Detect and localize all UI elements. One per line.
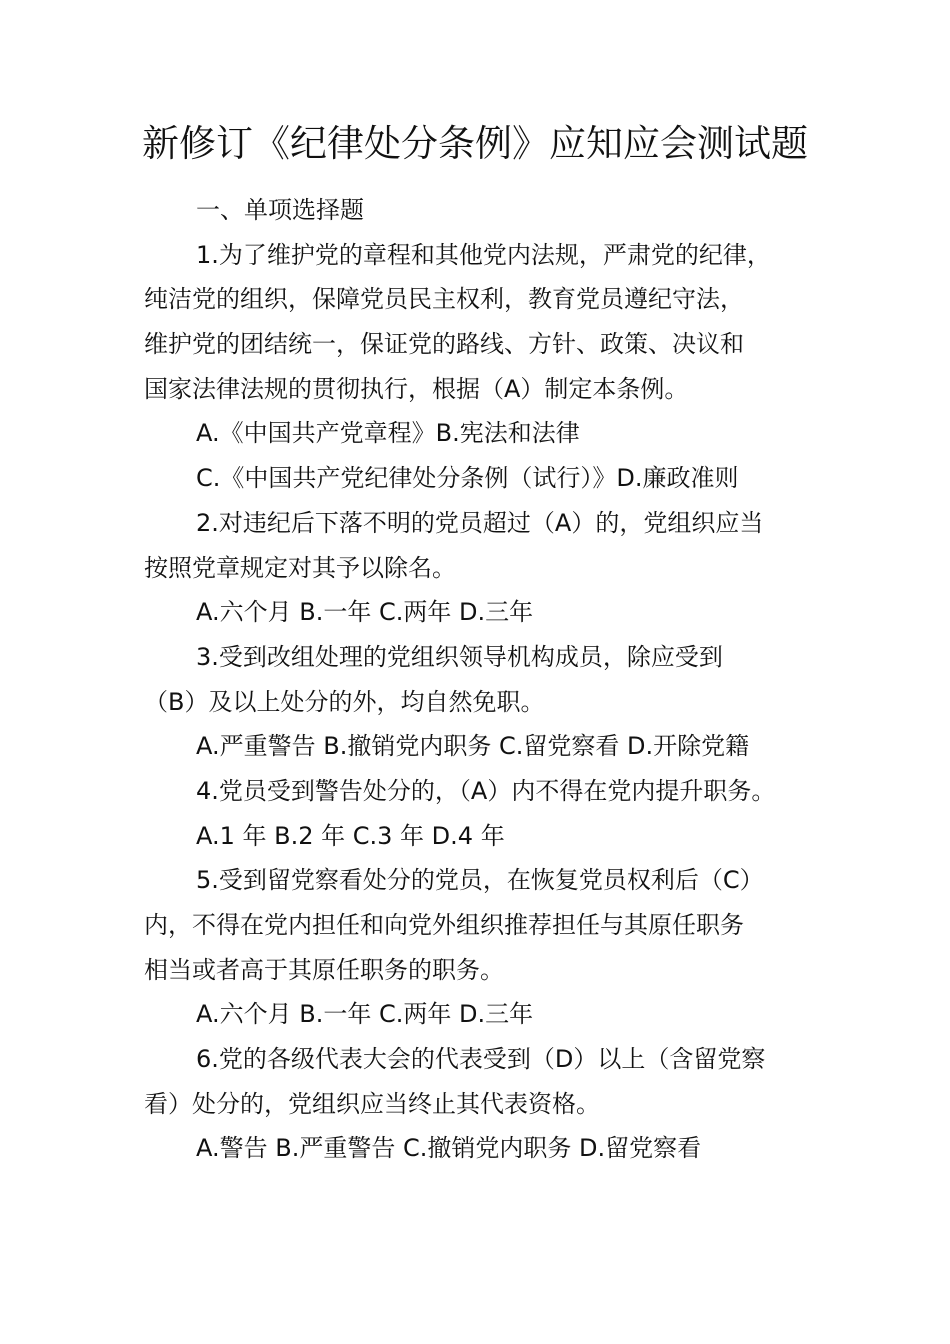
document-body [144,188,824,1171]
question-6-options: A.警告 B.严重警告 C.撤销党内职务 D.留党察看 [196,1134,702,1163]
question-5-options: A.六个月 B.一年 C.两年 D.三年 [196,1000,534,1029]
question-4-options: A.1 年 B.2 年 C.3 年 D.4 年 [196,821,505,850]
question-6-line-1: 6.党的各级代表大会的代表受到（D）以上（含留党察 [196,1045,766,1074]
question-5-line-3: 相当或者高于其原任职务的职务。 [144,955,504,984]
question-1-line-4: 国家法律法规的贯彻执行，根据（A）制定本条例。 [144,374,689,403]
question-1-line-2: 纯洁党的组织，保障党员民主权利，教育党员遵纪守法， [144,285,744,314]
question-2-line-2: 按照党章规定对其予以除名。 [144,553,456,582]
question-1-options-line-1: A.《中国共产党章程》B.宪法和法律 [196,419,580,448]
question-6-line-2: 看）处分的，党组织应当终止其代表资格。 [144,1089,600,1118]
question-2-options: A.六个月 B.一年 C.两年 D.三年 [196,598,534,627]
document-title: 新修订《纪律处分条例》应知应会测试题 [142,122,808,165]
question-5-line-1: 5.受到留党察看处分的党员，在恢复党员权利后（C） [196,866,764,895]
question-3-line-1: 3.受到改组处理的党组织领导机构成员，除应受到 [196,642,723,671]
question-1-line-1: 1.为了维护党的章程和其他党内法规，严肃党的纪律， [196,240,771,269]
question-5-line-2: 内，不得在党内担任和向党外组织推荐担任与其原任职务 [144,911,744,939]
question-3-line-2: （B）及以上处分的外，均自然免职。 [144,687,545,716]
question-4-line-1: 4.党员受到警告处分的，（A）内不得在党内提升职务。 [196,776,776,805]
section-heading: 一、单项选择题 [196,196,364,224]
question-1-options-line-2: C.《中国共产党纪律处分条例（试行）》D.廉政准则 [196,464,739,493]
question-3-options: A.严重警告 B.撤销党内职务 C.留党察看 D.开除党籍 [196,732,750,761]
question-2-line-1: 2.对违纪后下落不明的党员超过（A）的，党组织应当 [196,508,764,537]
question-1-line-3: 维护党的团结统一，保证党的路线、方针、政策、决议和 [144,330,744,359]
